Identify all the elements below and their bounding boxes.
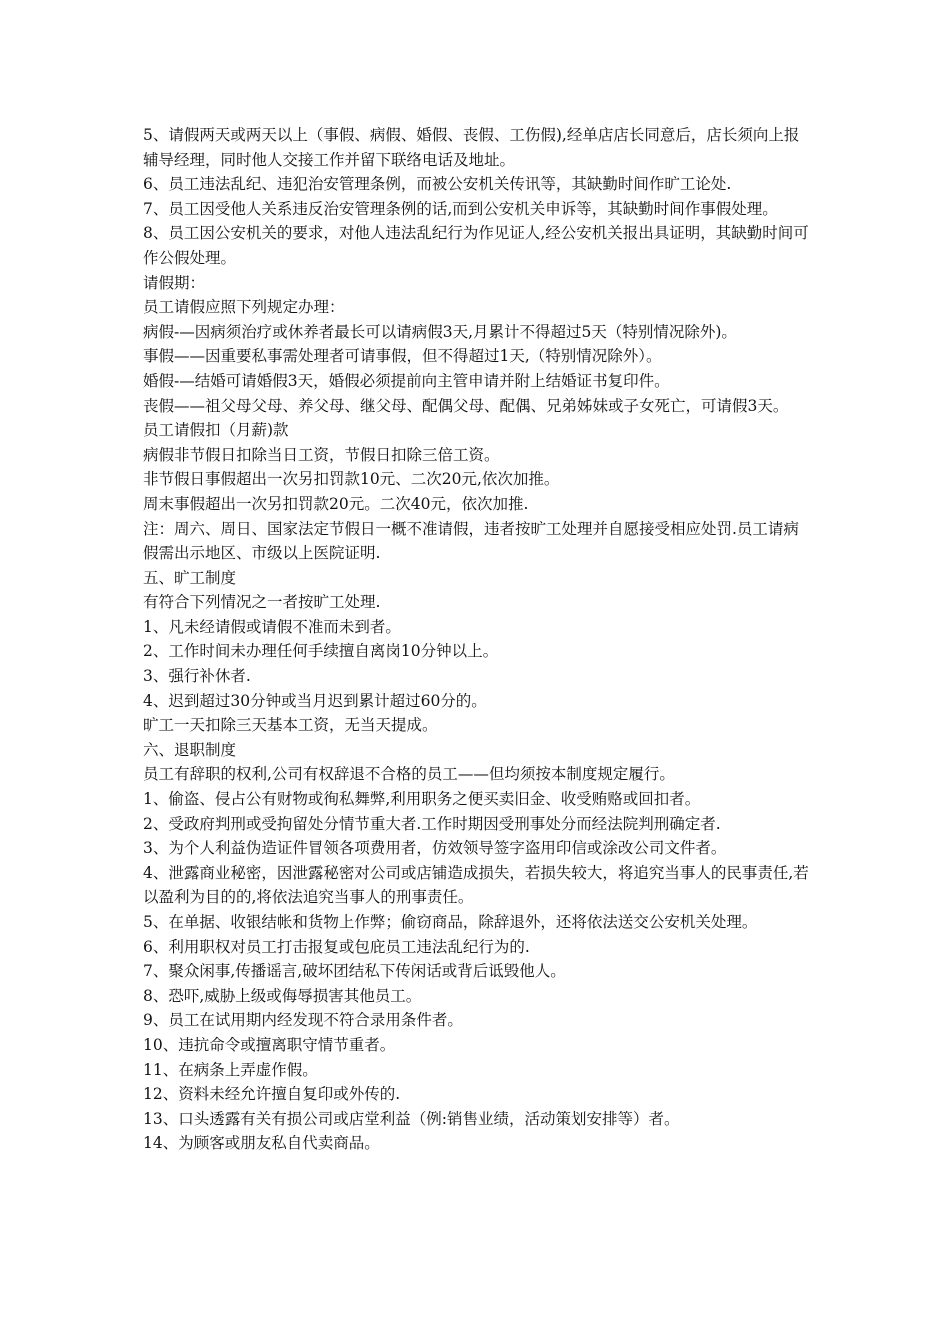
list-item: 10、违抗命令或擅离职守情节重者。 — [143, 1035, 396, 1054]
list-item: 1、偷盗、侵占公有财物或徇私舞弊,利用职务之便买卖旧金、收受贿赂或回扣者。 — [143, 790, 701, 809]
list-item: 11、在病条上弄虚作假。 — [143, 1060, 318, 1079]
paragraph: 员工请假应照下列规定办理： — [143, 298, 345, 317]
list-item: 7、聚众闲事,传播谣言,破坏团结私下传闲话或背后诋毁他人。 — [143, 962, 566, 981]
document-body — [143, 123, 811, 1156]
paragraph: 病假非节假日扣除当日工资，节假日扣除三倍工资。 — [143, 445, 500, 464]
note-paragraph: 注：周六、周日、国家法定节假日一概不准请假，违者按旷工处理并自愿接受相应处罚.员工请病假需出示地区、市级以上医院证明. — [143, 519, 799, 563]
list-item: 3、为个人利益伪造证件冒领各项费用者，仿效领导签字盗用印信或涂改公司文件者。 — [143, 839, 727, 858]
paragraph: 婚假-—结婚可请婚假3天，婚假必须提前向主管申请并附上结婚证书复印件。 — [143, 371, 670, 390]
section-label: 员工请假扣（月薪)款 — [143, 421, 289, 440]
paragraph: 旷工一天扣除三天基本工资，无当天提成。 — [143, 716, 438, 735]
list-item: 2、工作时间未办理任何手续擅自离岗10分钟以上。 — [143, 642, 499, 661]
paragraph: 有符合下列情况之一者按旷工处理. — [143, 593, 381, 612]
paragraph: 7、员工因受他人关系违反治安管理条例的话,而到公安机关申诉等，其缺勤时间作事假处理。 — [143, 199, 778, 218]
list-item: 9、员工在试用期内经发现不符合录用条件者。 — [143, 1011, 463, 1030]
paragraph: 病假-—因病须治疗或休养者最长可以请病假3天,月累计不得超过5天（特别情况除外)。 — [143, 322, 737, 341]
list-item: 4、迟到超过30分钟或当月迟到累计超过60分的。 — [143, 691, 487, 710]
list-item: 2、受政府判刑或受拘留处分情节重大者.工作时期因受刑事处分而经法院判刑确定者. — [143, 814, 721, 833]
paragraph: 8、员工因公安机关的要求，对他人违法乱纪行为作见证人,经公安机关报出具证明，其缺勤时间可作公假处理。 — [143, 224, 809, 267]
list-item: 12、资料未经允许擅自复印或外传的. — [143, 1085, 401, 1104]
paragraph: 周末事假超出一次另扣罚款20元。二次40元，依次加推. — [143, 494, 529, 513]
list-item: 13、口头透露有关有损公司或店堂利益（例:销售业绩，活动策划安排等）者。 — [143, 1109, 680, 1128]
section-heading: 六、退职制度 — [143, 740, 237, 759]
list-item: 6、利用职权对员工打击报复或包庇员工违法乱纪行为的. — [143, 937, 530, 956]
section-label: 请假期： — [143, 273, 206, 292]
paragraph: 非节假日事假超出一次另扣罚款10元、二次20元,依次加推。 — [143, 470, 560, 489]
section-heading: 五、旷工制度 — [143, 568, 237, 587]
list-item: 3、强行补休者. — [143, 667, 251, 686]
list-item: 8、恐吓,威胁上级或侮辱损害其他员工。 — [143, 986, 422, 1005]
list-item: 14、为顾客或朋友私自代卖商品。 — [143, 1134, 380, 1153]
paragraph: 事假——因重要私事需处理者可请事假，但不得超过1天,（特别情况除外）。 — [143, 347, 662, 366]
paragraph: 丧假——祖父母父母、养父母、继父母、配偶父母、配偶、兄弟姊妹或子女死亡，可请假3天。 — [143, 396, 789, 415]
paragraph: 5、请假两天或两天以上（事假、病假、婚假、丧假、工伤假),经单店店长同意后，店长须向上报辅导经理，同时他人交接工作并留下联络电话及地址。 — [143, 126, 800, 169]
list-item: 5、在单据、收银结帐和货物上作弊；偷窃商品，除辞退外，还将依法送交公安机关处理。 — [143, 913, 758, 931]
paragraph: 员工有辞职的权利,公司有权辞退不合格的员工——但均须按本制度规定履行。 — [143, 765, 675, 784]
paragraph: 6、员工违法乱纪、违犯治安管理条例，而被公安机关传讯等，其缺勤时间作旷工论处. — [143, 175, 732, 194]
list-item: 4、泄露商业秘密，因泄露秘密对公司或店铺造成损失，若损失较大，将追究当事人的民事责任,若以盈利为目的的,将依法追究当事人的刑事责任。 — [143, 863, 809, 907]
list-item: 1、凡未经请假或请假不准而未到者。 — [143, 617, 401, 636]
